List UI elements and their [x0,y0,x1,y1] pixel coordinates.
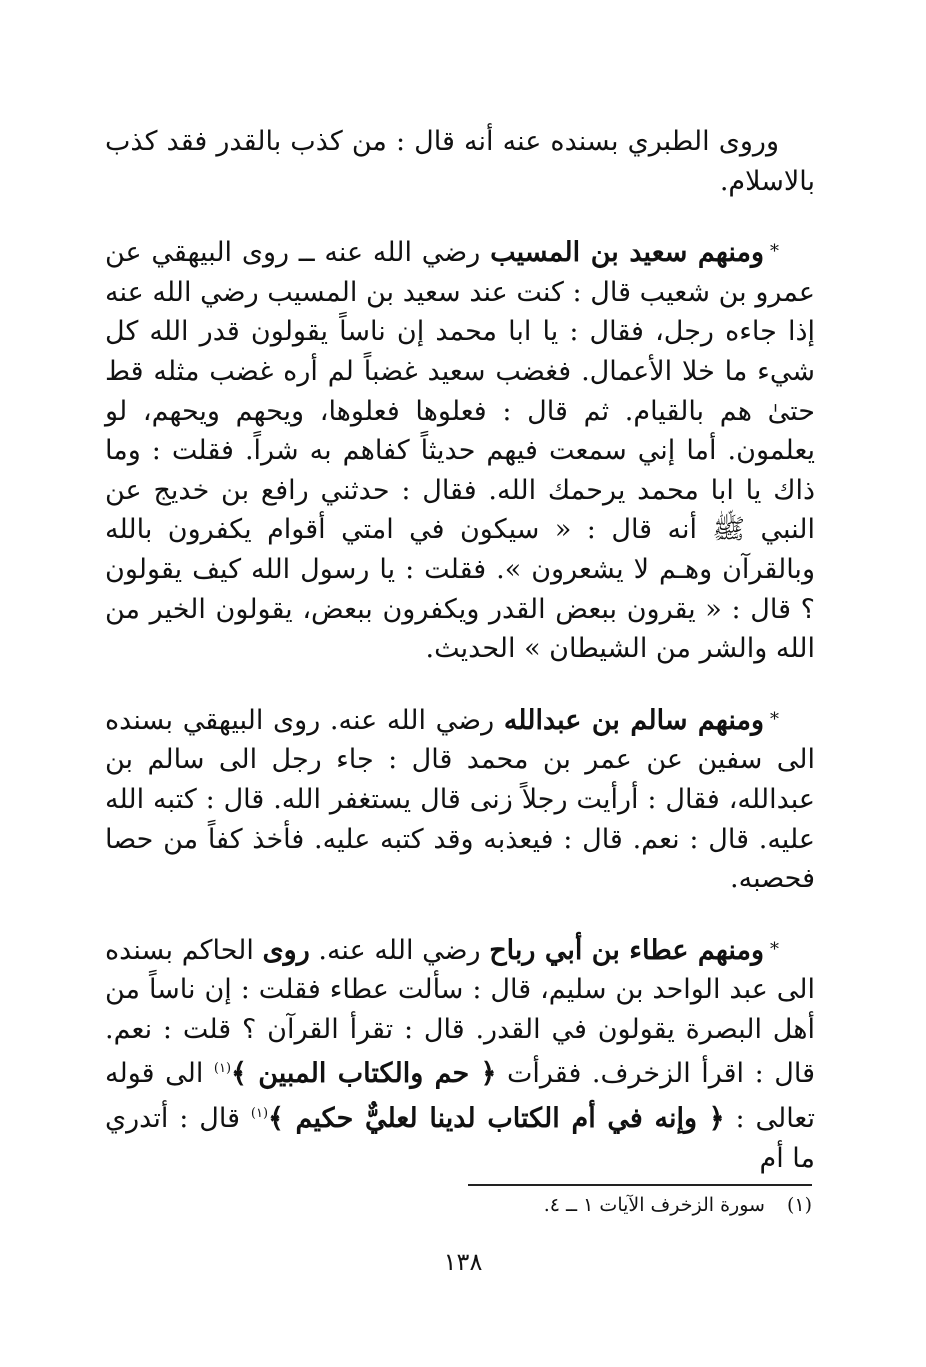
section-text: الى قوله تعالى : [105,1058,815,1135]
footnote-divider [468,1184,812,1186]
section-text: رضي الله عنه. روى البيهقي بسنده الى سفين عن عمر بن محمد قال : جاء رجل الى سالم بن عبدالله، فقال : أرأيت رجلاً زنى قال يستغفر الله. قال : كتبه الله عليه. قال : نعم. قال : فيعذبه وقد كتبه عليه. فأخذ كفاً من حصا فحصبه. [105,704,815,895]
footnote-reference: (١) [213,1061,232,1077]
quran-verse: ﴿ حم والكتاب المبين ﴾ [231,1058,497,1090]
section-heading: ومنهم عطاء بن أبي رباح [489,934,764,966]
section-text: رضي الله عنه. [318,934,481,966]
body-text [105,122,815,1178]
section-heading: ومنهم سالم بن عبدالله [503,704,764,736]
section-salim-ibn-abdullah [105,700,815,899]
page-number: ١٣٨ [443,1248,483,1276]
star-marker: * [770,708,779,730]
section-text: الحاكم بسنده الى عبد الواحد بن سليم، قال : سألت عطاء فقلت : إن ناساً من أهل البصرة يقولون في القدر. قال : تقرأ القرآن ؟ قلت : نعم. قال : اقرأ الزخرف. فقرأت [105,934,815,1090]
section-said-ibn-musayyib [105,232,815,669]
section-text-bold: روى [262,934,310,966]
section-text: قال : أتدري ما أم [105,1103,815,1174]
quran-verse: ﴿ وإنه في أم الكتاب لدينا لعليٌّ حكيم ﴾ [268,1103,725,1135]
star-marker: * [770,938,779,960]
section-heading: ومنهم سعيد بن المسيب [490,237,764,269]
footnote-number: (١) [786,1194,812,1216]
intro-text: وروى الطبري بسنده عنه أنه قال : من كذب بالقدر فقد كذب بالاسلام. [105,126,815,197]
star-marker: * [770,241,779,263]
footnote-reference: (١) [250,1106,269,1122]
footnote-text: سورة الزخرف الآيات ١ ــ ٤. [543,1194,765,1216]
intro-paragraph [105,122,815,201]
section-text: رضي الله عنه ــ روى البيهقي عن عمرو بن شعيب قال : كنت عند سعيد بن المسيب رضي الله عنه إذا جاءه رجل، فقال : يا ابا محمد إن ناساً يقولون قدر الله كل شيء ما خلا الأعمال. فغضب سعيد غضباً لم أره غضب مثله قط حتىٰ هم بالقيام. ثم قال : فعلوها فعلوها، ويحهم ويحهم، لو يعلمون. أما إني سمعت فيهم حديثاً كفاهم به شراً. فقلت : وما ذاك يا ابا محمد يرحمك الله. فقال : حدثني رافع بن خديج عن النبي ﷺ أنه قال : « سيكون في امتي أقوام يكفرون بالله وبالقرآن وهـم لا يشعرون ». فقلت : يا رسول الله كيف يقولون ؟ قال : « يقرون ببعض القدر ويكفرون ببعض، يقولون الخير من الله والشر من الشيطان » الحديث. [105,237,815,665]
footnote [544,1194,812,1216]
section-ata-ibn-abi-rabah [105,930,815,1179]
